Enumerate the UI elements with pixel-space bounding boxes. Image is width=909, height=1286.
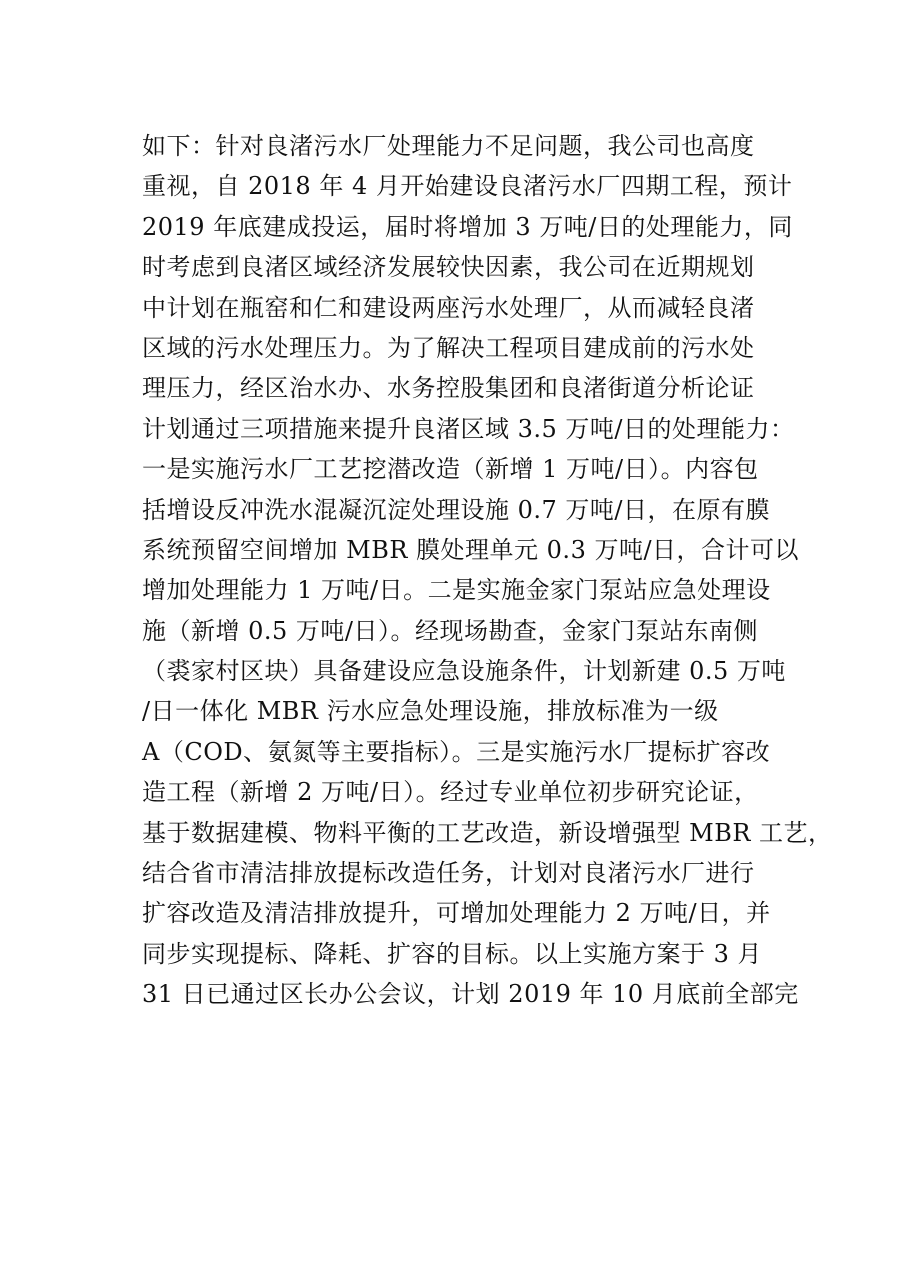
text-line: 2019 年底建成投运，届时将增加 3 万吨/日的处理能力，同 [142,212,793,241]
text-line: 施（新增 0.5 万吨/日）。经现场勘查，金家门泵站东南侧 [142,616,759,645]
body-paragraph [142,126,833,1015]
text-line: 扩容改造及清洁排放提升，可增加处理能力 2 万吨/日，并 [142,899,771,928]
text-line: 括增设反冲洗水混凝沉淀处理设施 0.7 万吨/日，在原有膜 [142,495,771,524]
text-line: A（COD、氨氮等主要指标）。三是实施污水厂提标扩容改 [142,737,771,766]
text-line: 计划通过三项措施来提升良渚区域 3.5 万吨/日的处理能力： [142,414,795,443]
text-line: 中计划在瓶窑和仁和建设两座污水处理厂，从而减轻良渚 [142,293,755,322]
text-line: 时考虑到良渚区域经济发展较快因素，我公司在近期规划 [142,253,755,282]
text-line: 系统预留空间增加 MBR 膜处理单元 0.3 万吨/日，合计可以 [142,535,800,564]
text-line: 理压力，经区治水办、水务控股集团和良渚街道分析论证 [142,374,755,403]
text-line: 重视，自 2018 年 4 月开始建设良渚污水厂四期工程，预计 [142,172,793,201]
text-line: 31 日已通过区长办公会议，计划 2019 年 10 月底前全部完 [142,980,799,1009]
text-line: 一是实施污水厂工艺挖潜改造（新增 1 万吨/日）。内容包 [142,455,759,484]
text-line: 结合省市清洁排放提标改造任务，计划对良渚污水厂进行 [142,859,755,888]
text-line: 造工程（新增 2 万吨/日）。经过专业单位初步研究论证， [142,778,759,807]
text-line: （裘家村区块）具备建设应急设施条件，计划新建 0.5 万吨 [142,657,786,686]
text-line: 同步实现提标、降耗、扩容的目标。以上实施方案于 3 月 [142,939,763,968]
text-line: 增加处理能力 1 万吨/日。二是实施金家门泵站应急处理设 [142,576,771,605]
text-line: 如下：针对良渚污水厂处理能力不足问题，我公司也高度 [142,132,755,160]
text-line: 基于数据建模、物料平衡的工艺改造，新设增强型 MBR 工艺， [142,818,833,847]
text-line: 区域的污水处理压力。为了解决工程项目建成前的污水处 [142,333,755,362]
text-line: /日一体化 MBR 污水应急处理设施，排放标准为一级 [142,697,719,726]
